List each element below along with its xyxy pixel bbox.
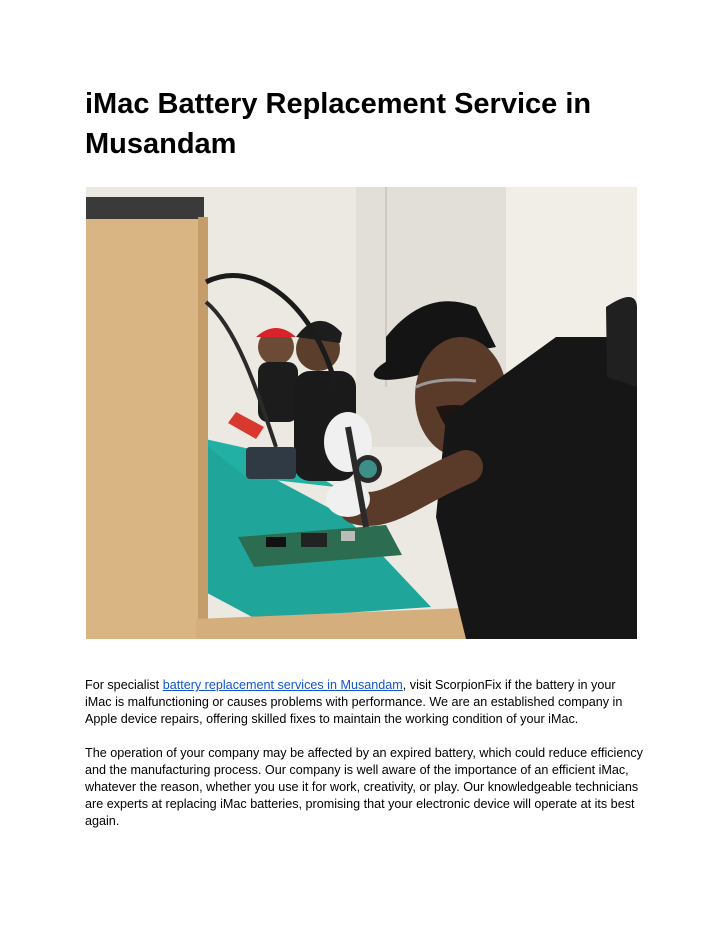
paragraph-text: , visit ScorpionFix if the battery in your iMac is malfunctioning or causes problems with performance. We are an established company in Apple device repairs, offering skilled fixes to maintain the working condition of your iMac. [85, 678, 623, 726]
page-title: iMac Battery Replacement Service in Musandam [85, 88, 592, 160]
paragraph-operation: The operation of your company may be affected by an expired battery, which could reduce efficiency and the manufacturing process. Our company is well aware of the importance of an efficient iMac, whatever the reason, whether you use it for work, creativity, or play. Our knowledgeable technicians are experts at replacing iMac batteries, promising that your electronic device will operate at its best again. [85, 746, 643, 828]
paragraph-intro [85, 677, 645, 728]
hero-photo [86, 187, 637, 639]
paragraph-text: For specialist [85, 678, 163, 692]
battery-replacement-link[interactable]: battery replacement services in Musandam [162, 678, 403, 692]
photo-icon [86, 187, 637, 639]
article-body [85, 677, 645, 847]
